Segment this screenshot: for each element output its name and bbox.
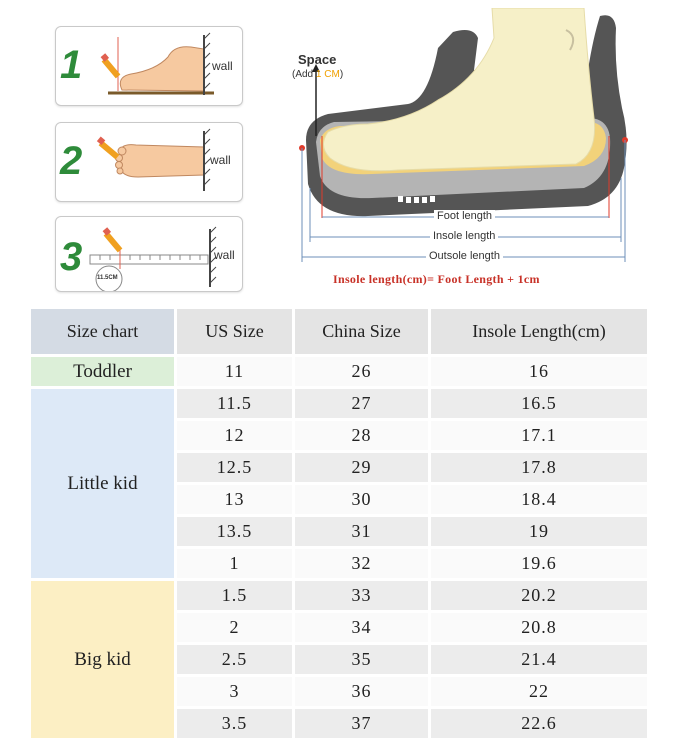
ruler-note: 11.5CM: [97, 275, 118, 281]
insole-length-cell: 17.8: [431, 453, 647, 482]
china-size-cell: 31: [295, 517, 428, 546]
header-us-size: US Size: [177, 309, 292, 354]
table-row: [31, 581, 647, 610]
group-little-kid: Little kid: [31, 389, 174, 578]
wall-label: wall: [214, 248, 235, 262]
insole-length-cell: 20.2: [431, 581, 647, 610]
china-size-cell: 30: [295, 485, 428, 514]
table-header-row: [31, 309, 647, 354]
insole-length-cell: 19.6: [431, 549, 647, 578]
china-size-cell: 32: [295, 549, 428, 578]
insole-length-cell: 16: [431, 357, 647, 386]
wall-label: wall: [210, 153, 231, 167]
header-china-size: China Size: [295, 309, 428, 354]
step-3-panel: [55, 216, 243, 292]
header-insole-length: Insole Length(cm): [431, 309, 647, 354]
size-chart-table: [28, 306, 650, 741]
us-size-cell: 13: [177, 485, 292, 514]
china-size-cell: 36: [295, 677, 428, 706]
wall-label: wall: [212, 59, 233, 73]
table-row: [31, 357, 647, 386]
insole-length-cell: 21.4: [431, 645, 647, 674]
us-size-cell: 3: [177, 677, 292, 706]
us-size-cell: 11.5: [177, 389, 292, 418]
shoe-size-diagram: [288, 8, 648, 293]
header-size-chart: Size chart: [31, 309, 174, 354]
pencil-icon: [103, 227, 123, 252]
us-size-cell: 12.5: [177, 453, 292, 482]
step-1-panel: [55, 26, 243, 106]
us-size-cell: 1.5: [177, 581, 292, 610]
insole-length-cell: 18.4: [431, 485, 647, 514]
china-size-cell: 28: [295, 421, 428, 450]
insole-length-cell: 22: [431, 677, 647, 706]
china-size-cell: 34: [295, 613, 428, 642]
china-size-cell: 35: [295, 645, 428, 674]
insole-length-cell: 22.6: [431, 709, 647, 738]
us-size-cell: 3.5: [177, 709, 292, 738]
us-size-cell: 13.5: [177, 517, 292, 546]
insole-length-cell: 16.5: [431, 389, 647, 418]
us-size-cell: 1: [177, 549, 292, 578]
space-note-accent: 1 CM: [315, 69, 340, 80]
step-2-panel: [55, 122, 243, 202]
foot-length-label: Foot length: [434, 210, 495, 222]
table-row: [31, 389, 647, 418]
insole-length-cell: 17.1: [431, 421, 647, 450]
us-size-cell: 2: [177, 613, 292, 642]
group-big-kid: Big kid: [31, 581, 174, 738]
pencil-icon: [101, 53, 121, 78]
step-number: 3: [60, 235, 83, 279]
space-label: Space: [298, 52, 337, 67]
china-size-cell: 27: [295, 389, 428, 418]
pencil-icon: [97, 137, 119, 160]
china-size-cell: 37: [295, 709, 428, 738]
space-note: (Add 1 CM): [292, 69, 344, 80]
insole-length-label: Insole length: [430, 230, 498, 242]
insole-length-cell: 20.8: [431, 613, 647, 642]
insole-length-cell: 19: [431, 517, 647, 546]
step-number: 1: [60, 43, 83, 87]
us-size-cell: 12: [177, 421, 292, 450]
step-number: 2: [60, 139, 83, 183]
us-size-cell: 11: [177, 357, 292, 386]
insole-formula: Insole length(cm)= Foot Length + 1cm: [333, 272, 540, 286]
group-toddler: Toddler: [31, 357, 174, 386]
china-size-cell: 33: [295, 581, 428, 610]
china-size-cell: 26: [295, 357, 428, 386]
outsole-length-label: Outsole length: [426, 250, 503, 262]
china-size-cell: 29: [295, 453, 428, 482]
us-size-cell: 2.5: [177, 645, 292, 674]
